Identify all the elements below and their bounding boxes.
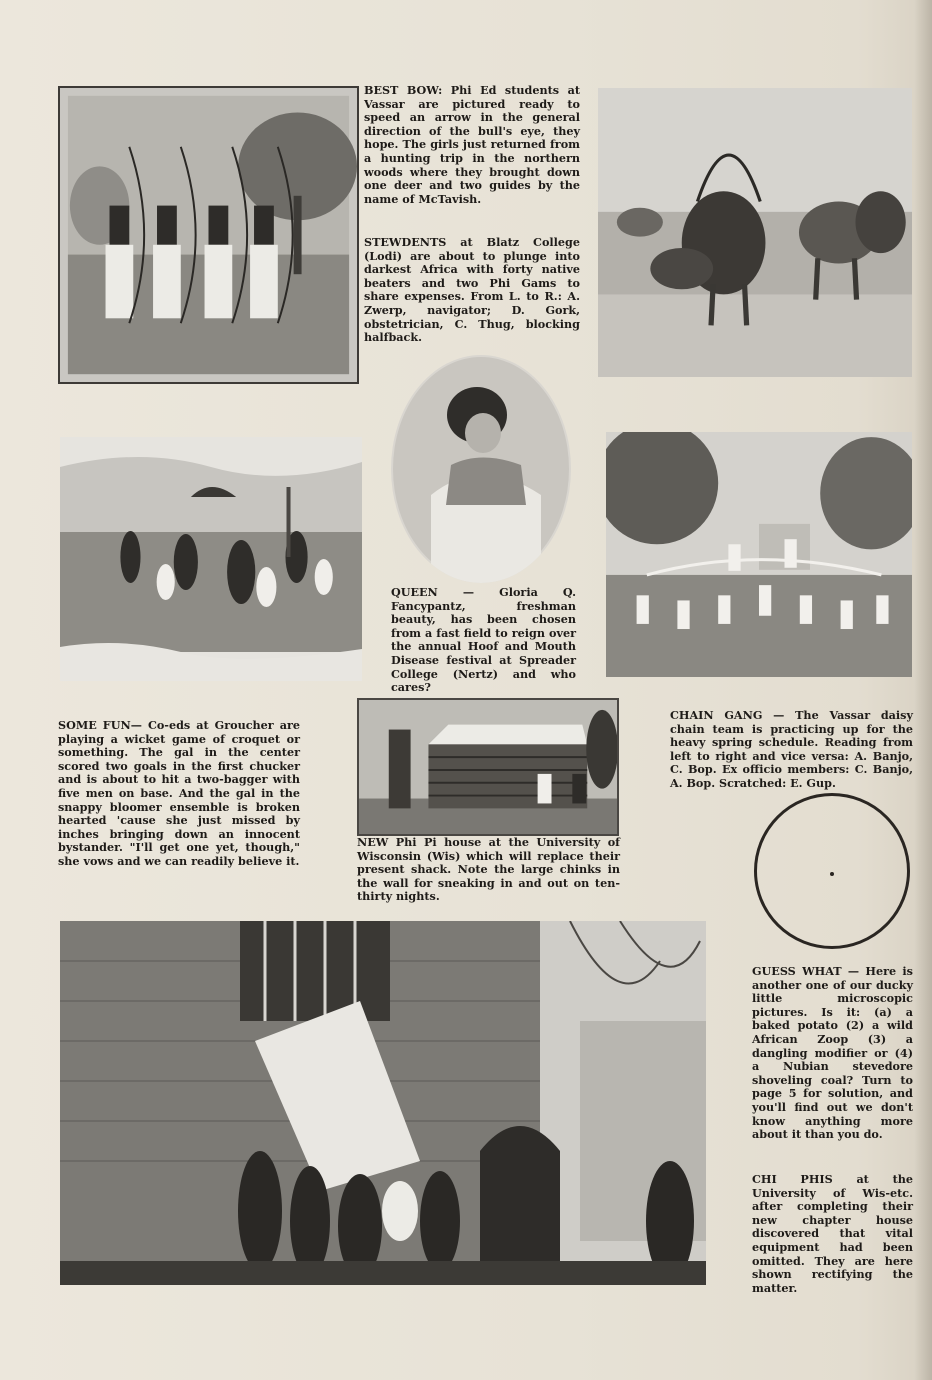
caption-chain-gang [670, 709, 913, 791]
photo-camels [598, 88, 912, 377]
photo-daisy-chain [606, 432, 912, 677]
caption-text: at Blatz College (Lodi) are about to plunge into darkest Africa with forty native beaters and two Phi Gams to share expenses. From L. to R.: A. Zwerp, navigator; D. Gork, obstetrician, C. Thug, blocking halfback. [364, 235, 580, 345]
caption-guess-what [752, 965, 913, 1142]
caption-kicker: BEST BOW: [364, 83, 443, 97]
caption-text: The Vassar daisy chain team is practicing up for the heavy spring schedule. Reading from left to right and vice versa: A. Banjo, C. Bop. Ex officio members: C. Banjo, A. Bop. Scratched: E. Gup. [670, 708, 913, 790]
photo-log-cabin [357, 698, 619, 836]
microscopic-picture-circle [754, 793, 910, 949]
caption-some-fun [58, 719, 300, 869]
caption-kicker: STEWDENTS [364, 235, 447, 249]
caption-new-phi-pi [357, 836, 620, 904]
photo-archers [58, 86, 359, 384]
caption-kicker: CHI PHIS [752, 1172, 833, 1186]
caption-text: Gloria Q. Fancypantz, freshman beauty, has been chosen from a fast field to reign over the annual Hoof and Mouth Disease festival at Spreader College (Nertz) and who cares? [391, 585, 576, 695]
caption-kicker: GUESS WHAT — [752, 964, 860, 978]
caption-text: Phi Pi house at the University of Wisconsin (Wis) which will replace their present shack. Note the large chinks in the wall for sneaking in and out on ten-thirty nights. [357, 835, 620, 904]
caption-queen [391, 586, 576, 695]
photo-carrying-door [60, 921, 706, 1285]
microscopic-picture-dot [830, 872, 834, 876]
caption-text: at the University of Wis-etc. after completing their new chapter house discovered that vital equipment had been omitted. They are here shown rectifying the matter. [752, 1172, 913, 1295]
photo-croquet [60, 437, 362, 681]
caption-kicker: QUEEN — [391, 585, 475, 599]
caption-kicker: NEW [357, 835, 389, 849]
caption-text: Co-eds at Groucher are playing a wicket game of croquet or something. The gal in the center scored two goals in the first chucker and is about to hit a two-bagger with five men on base. And the gal in the snappy bloomer ensemble is broken hearted 'cause she just missed by inches bringing down an innocent bystander. "I'll get one yet, though," she vows and we can readily believe it. [58, 718, 300, 868]
caption-stewdents [364, 236, 580, 345]
caption-best-bow [364, 84, 580, 206]
caption-kicker: CHAIN GANG — [670, 708, 785, 722]
caption-kicker: SOME FUN— [58, 718, 142, 732]
caption-text: Here is another one of our ducky little microscopic pictures. Is it: (a) a baked potato (2) a wild African Zoop (3) a dangling modifier or (4) a Nubian stevedore shoveling coal? Turn to page 5 for solution, and you'll find out we don't know anything more about it than you do. [752, 964, 913, 1142]
caption-chi-phis [752, 1173, 913, 1295]
photo-queen-portrait [391, 355, 571, 583]
caption-text: Phi Ed students at Vassar are pictured ready to speed an arrow in the general direction of the bull's eye, they hope. The girls just returned from a hunting trip in the northern woods where they brought down one deer and two guides by the name of McTavish. [364, 83, 580, 206]
page-gutter-shadow [914, 0, 932, 1380]
